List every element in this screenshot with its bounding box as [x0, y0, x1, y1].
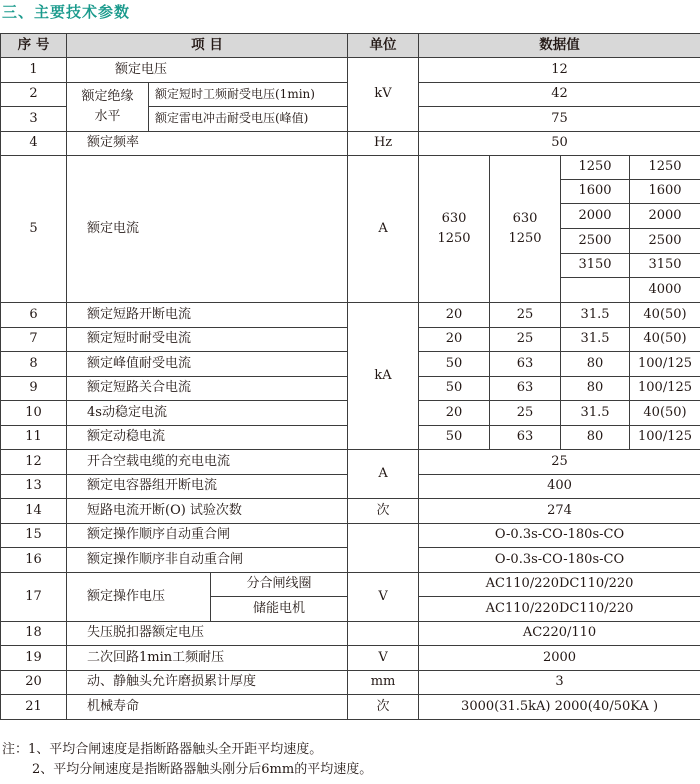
row-value: AC110/220DC110/220: [419, 597, 700, 622]
row-no: 18: [1, 622, 67, 646]
row-value: 50: [419, 352, 490, 377]
row-no: 4: [1, 132, 67, 156]
table-row: [1, 671, 700, 695]
current-col-3-value: 2000: [561, 204, 630, 229]
row-unit: kA: [348, 303, 419, 450]
row-unit: mm: [348, 671, 419, 695]
header-value: 数据值: [419, 34, 700, 58]
row-no: 2: [1, 83, 67, 107]
row-no: 21: [1, 695, 67, 720]
table-row: [1, 524, 700, 548]
row-no: 9: [1, 377, 67, 401]
row-unit: 次: [348, 695, 419, 720]
row-unit: A: [348, 450, 419, 499]
row-value: 50: [419, 132, 700, 156]
row-no: 20: [1, 671, 67, 695]
sub-item: 储能电机: [211, 597, 348, 622]
row-no: 12: [1, 450, 67, 475]
table-header: [1, 34, 700, 58]
row-value: 25: [490, 303, 561, 328]
row-item: 额定短时工频耐受电压(1min): [149, 83, 348, 107]
row-value: 31.5: [561, 401, 630, 426]
row-value: 274: [419, 499, 700, 524]
row-value: 31.5: [561, 303, 630, 328]
row-value: O-0.3s-CO-180s-CO: [419, 548, 700, 573]
row-unit: A: [348, 156, 419, 303]
note-2: 2、平均分闸速度是指断路器触头刚分后6mm的平均速度。: [32, 762, 373, 777]
row-value: AC220/110: [419, 622, 700, 646]
current-col-2: 630 1250: [490, 156, 561, 303]
row-value: 63: [490, 426, 561, 450]
current-col-4-value: 4000: [630, 278, 700, 303]
row-item: 额定操作顺序非自动重合闸: [67, 548, 348, 573]
row-no: 17: [1, 573, 67, 622]
row-value: 20: [419, 401, 490, 426]
row-value: 100/125: [630, 377, 700, 401]
row-no: 13: [1, 475, 67, 499]
row-item: 二次回路1min工频耐压: [67, 646, 348, 671]
table-row: [1, 646, 700, 671]
row-item: 额定峰值耐受电流: [67, 352, 348, 377]
row-item: 短路电流开断(O) 试验次数: [67, 499, 348, 524]
row-item: 额定操作顺序自动重合闸: [67, 524, 348, 548]
spec-table: [0, 33, 700, 720]
header-item: 项 目: [67, 34, 348, 58]
row-item: 失压脱扣器额定电压: [67, 622, 348, 646]
table-row: [1, 622, 700, 646]
row-unit: [348, 622, 419, 646]
row-no: 14: [1, 499, 67, 524]
row-unit: Hz: [348, 132, 419, 156]
row-item: 额定操作电压: [67, 573, 211, 622]
row-value: 63: [490, 352, 561, 377]
row-value: 100/125: [630, 426, 700, 450]
section-title: 三、主要技术参数: [2, 3, 131, 21]
row-item: 额定电容器组开断电流: [67, 475, 348, 499]
row-value: 400: [419, 475, 700, 499]
row-no: 16: [1, 548, 67, 573]
current-col-1: 630 1250: [419, 156, 490, 303]
row-item: 额定短路开断电流: [67, 303, 348, 328]
row-value: AC110/220DC110/220: [419, 573, 700, 597]
row-item: 额定短路关合电流: [67, 377, 348, 401]
row-value: O-0.3s-CO-180s-CO: [419, 524, 700, 548]
notes: [2, 740, 372, 780]
row-value: 40(50): [630, 328, 700, 352]
row-item: 额定短时耐受电流: [67, 328, 348, 352]
row-no: 7: [1, 328, 67, 352]
row-value: 3: [419, 671, 700, 695]
row-unit: kV: [348, 58, 419, 132]
row-no: 8: [1, 352, 67, 377]
row-value: 40(50): [630, 303, 700, 328]
row-value: 20: [419, 303, 490, 328]
row-no: 5: [1, 156, 67, 303]
current-col-3-value: 3150: [561, 254, 630, 278]
row-item: 额定频率: [67, 132, 348, 156]
sub-item: 分合闸线圈: [211, 573, 348, 597]
row-unit: [348, 524, 419, 573]
row-value: 3000(31.5kA) 2000(40/50KA ): [419, 695, 700, 720]
row-value: 2000: [419, 646, 700, 671]
row-no: 3: [1, 107, 67, 132]
row-no: 11: [1, 426, 67, 450]
current-col-3-value: 2500: [561, 229, 630, 254]
row-value: 31.5: [561, 328, 630, 352]
table-row: [1, 58, 700, 83]
table-row: [1, 450, 700, 475]
row-value: 50: [419, 377, 490, 401]
row-item: 额定动稳电流: [67, 426, 348, 450]
row-item: 机械寿命: [67, 695, 348, 720]
header-unit: 单位: [348, 34, 419, 58]
current-col-4-value: 2500: [630, 229, 700, 254]
row-no: 6: [1, 303, 67, 328]
row-item: 开合空载电缆的充电电流: [67, 450, 348, 475]
row-no: 1: [1, 58, 67, 83]
row-value: 100/125: [630, 352, 700, 377]
current-col-3-value: 1600: [561, 180, 630, 204]
table-row: [1, 573, 700, 597]
row-unit: 次: [348, 499, 419, 524]
table-row: [1, 156, 700, 180]
row-value: 25: [419, 450, 700, 475]
insulation-group-label: 额定绝缘水平: [67, 83, 149, 132]
row-value: 25: [490, 328, 561, 352]
row-item: 额定电流: [67, 156, 348, 303]
current-col-4-value: 1250: [630, 156, 700, 180]
table-row: [1, 695, 700, 720]
row-value: 75: [419, 107, 700, 132]
row-value: 40(50): [630, 401, 700, 426]
row-item: 额定雷电冲击耐受电压(峰值): [149, 107, 348, 132]
current-col-3-empty: [561, 278, 630, 303]
row-value: 20: [419, 328, 490, 352]
row-value: 42: [419, 83, 700, 107]
row-value: 50: [419, 426, 490, 450]
row-no: 15: [1, 524, 67, 548]
current-col-3-value: 1250: [561, 156, 630, 180]
row-unit: V: [348, 646, 419, 671]
current-col-4-value: 2000: [630, 204, 700, 229]
row-unit: V: [348, 573, 419, 622]
current-col-4-value: 3150: [630, 254, 700, 278]
row-value: 80: [561, 426, 630, 450]
row-value: 63: [490, 377, 561, 401]
table-row: [1, 499, 700, 524]
table-row: [1, 303, 700, 328]
row-value: 80: [561, 352, 630, 377]
row-item: 额定电压: [67, 58, 348, 83]
header-no: 序 号: [1, 34, 67, 58]
current-col-4-value: 1600: [630, 180, 700, 204]
row-no: 10: [1, 401, 67, 426]
row-item: 4s动稳定电流: [67, 401, 348, 426]
row-value: 25: [490, 401, 561, 426]
row-item: 动、静触头允许磨损累计厚度: [67, 671, 348, 695]
row-value: 80: [561, 377, 630, 401]
table-row: [1, 132, 700, 156]
row-value: 12: [419, 58, 700, 83]
note-1: 注：1、平均合闸速度是指断路器触头全开距平均速度。: [2, 742, 323, 757]
row-no: 19: [1, 646, 67, 671]
